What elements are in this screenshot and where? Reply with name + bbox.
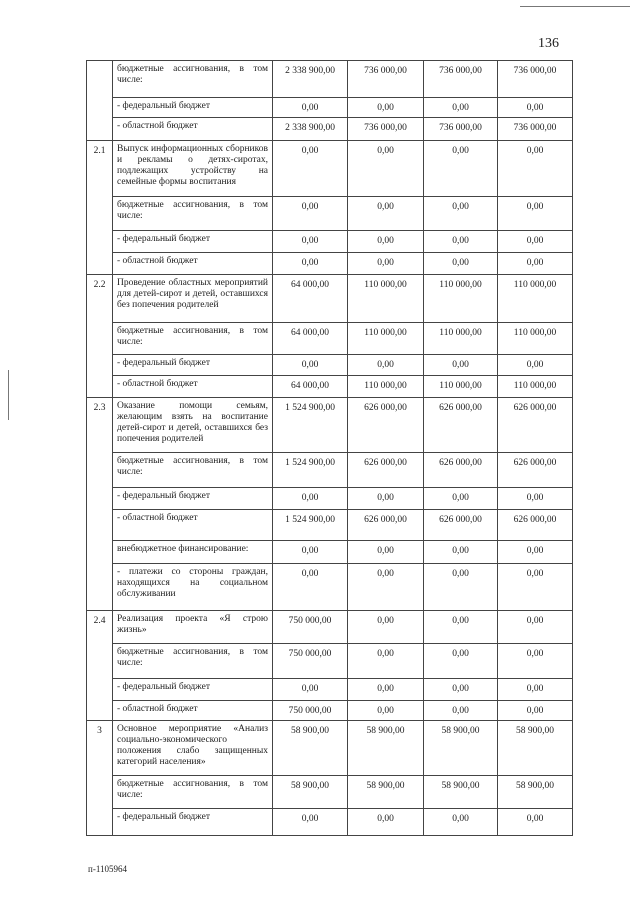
amount-cell: 736 000,00 <box>424 118 498 141</box>
amount-cell: 0,00 <box>498 253 573 275</box>
amount-cell: 2 338 900,00 <box>273 118 348 141</box>
amount-cell: 0,00 <box>273 679 348 701</box>
amount-cell: 0,00 <box>348 679 424 701</box>
amount-cell: 736 000,00 <box>348 61 424 98</box>
amount-cell: 0,00 <box>498 611 573 644</box>
item-description: бюджетные ассигнования, в том числе: <box>113 776 273 809</box>
item-description: - областной бюджет <box>113 253 273 275</box>
amount-cell: 750 000,00 <box>273 701 348 721</box>
table-row <box>87 510 573 541</box>
item-description: - федеральный бюджет <box>113 231 273 253</box>
amount-cell: 0,00 <box>424 564 498 611</box>
item-number: 2.1 <box>87 141 113 275</box>
amount-cell: 110 000,00 <box>498 376 573 398</box>
item-description: бюджетные ассигнования, в том числе: <box>113 61 273 98</box>
amount-cell: 0,00 <box>273 541 348 564</box>
amount-cell: 0,00 <box>424 488 498 510</box>
amount-cell: 110 000,00 <box>498 323 573 355</box>
amount-cell: 750 000,00 <box>273 611 348 644</box>
item-description: - федеральный бюджет <box>113 679 273 701</box>
item-number: 2.2 <box>87 275 113 398</box>
table-row <box>87 231 573 253</box>
amount-cell: 0,00 <box>498 701 573 721</box>
amount-cell: 1 524 900,00 <box>273 398 348 453</box>
table-row <box>87 275 573 323</box>
amount-cell: 0,00 <box>424 98 498 118</box>
amount-cell: 0,00 <box>424 197 498 231</box>
amount-cell: 626 000,00 <box>424 453 498 488</box>
amount-cell: 0,00 <box>273 355 348 376</box>
table-row <box>87 197 573 231</box>
amount-cell: 64 000,00 <box>273 275 348 323</box>
item-description: бюджетные ассигнования, в том числе: <box>113 197 273 231</box>
amount-cell: 1 524 900,00 <box>273 453 348 488</box>
amount-cell: 0,00 <box>348 253 424 275</box>
amount-cell: 0,00 <box>273 141 348 197</box>
amount-cell: 110 000,00 <box>348 275 424 323</box>
amount-cell: 64 000,00 <box>273 323 348 355</box>
amount-cell: 0,00 <box>424 809 498 836</box>
item-description: Реализация проекта «Я строю жизнь» <box>113 611 273 644</box>
amount-cell: 58 900,00 <box>498 776 573 809</box>
amount-cell: 58 900,00 <box>424 776 498 809</box>
item-description: Оказание помощи семьям, желающим взять на воспитание детей-сирот и детей, оставшихся без попечения родителей <box>113 398 273 453</box>
amount-cell: 0,00 <box>273 98 348 118</box>
table-row <box>87 701 573 721</box>
amount-cell: 0,00 <box>273 197 348 231</box>
amount-cell: 0,00 <box>424 355 498 376</box>
amount-cell: 1 524 900,00 <box>273 510 348 541</box>
amount-cell: 110 000,00 <box>348 323 424 355</box>
amount-cell: 0,00 <box>348 197 424 231</box>
amount-cell: 0,00 <box>348 809 424 836</box>
amount-cell: 626 000,00 <box>498 398 573 453</box>
amount-cell: 0,00 <box>273 253 348 275</box>
amount-cell: 0,00 <box>498 141 573 197</box>
amount-cell: 0,00 <box>273 809 348 836</box>
amount-cell: 0,00 <box>498 488 573 510</box>
amount-cell: 0,00 <box>424 541 498 564</box>
amount-cell: 0,00 <box>348 488 424 510</box>
amount-cell: 58 900,00 <box>273 776 348 809</box>
amount-cell: 0,00 <box>424 141 498 197</box>
amount-cell: 626 000,00 <box>498 453 573 488</box>
table-row <box>87 564 573 611</box>
amount-cell: 0,00 <box>348 141 424 197</box>
item-description: - федеральный бюджет <box>113 98 273 118</box>
amount-cell: 736 000,00 <box>348 118 424 141</box>
table-row <box>87 376 573 398</box>
amount-cell: 0,00 <box>424 231 498 253</box>
amount-cell: 58 900,00 <box>348 721 424 776</box>
amount-cell: 0,00 <box>498 197 573 231</box>
item-description: внебюджетное финансирование: <box>113 541 273 564</box>
table-row <box>87 809 573 836</box>
amount-cell: 110 000,00 <box>498 275 573 323</box>
amount-cell: 0,00 <box>273 564 348 611</box>
table-row <box>87 721 573 776</box>
table-row <box>87 141 573 197</box>
amount-cell: 0,00 <box>498 98 573 118</box>
amount-cell: 0,00 <box>348 611 424 644</box>
item-number: 2.4 <box>87 611 113 721</box>
page-number: 136 <box>538 36 559 51</box>
table-row <box>87 453 573 488</box>
amount-cell: 110 000,00 <box>424 376 498 398</box>
item-description: бюджетные ассигнования, в том числе: <box>113 644 273 679</box>
item-description: бюджетные ассигнования, в том числе: <box>113 453 273 488</box>
table-row <box>87 398 573 453</box>
amount-cell: 0,00 <box>498 644 573 679</box>
amount-cell: 0,00 <box>273 488 348 510</box>
amount-cell: 58 900,00 <box>273 721 348 776</box>
amount-cell: 750 000,00 <box>273 644 348 679</box>
amount-cell: 0,00 <box>498 679 573 701</box>
item-description: - платежи со стороны граждан, находящихся на социальном обслуживании <box>113 564 273 611</box>
amount-cell: 0,00 <box>424 611 498 644</box>
scan-artifact <box>520 6 630 7</box>
item-description: бюджетные ассигнования, в том числе: <box>113 323 273 355</box>
amount-cell: 626 000,00 <box>498 510 573 541</box>
table-row <box>87 776 573 809</box>
item-description: - областной бюджет <box>113 701 273 721</box>
scan-artifact <box>8 370 9 420</box>
item-description: - областной бюджет <box>113 376 273 398</box>
item-number <box>87 61 113 141</box>
amount-cell: 0,00 <box>348 355 424 376</box>
table-row <box>87 679 573 701</box>
item-description: - областной бюджет <box>113 510 273 541</box>
budget-table <box>86 60 573 836</box>
amount-cell: 626 000,00 <box>348 510 424 541</box>
amount-cell: 626 000,00 <box>424 510 498 541</box>
amount-cell: 0,00 <box>348 541 424 564</box>
amount-cell: 0,00 <box>498 541 573 564</box>
amount-cell: 0,00 <box>348 644 424 679</box>
amount-cell: 0,00 <box>424 644 498 679</box>
amount-cell: 110 000,00 <box>348 376 424 398</box>
item-description: Основное мероприятие «Анализ социально-экономического положения слабо защищенных категорий населения» <box>113 721 273 776</box>
amount-cell: 0,00 <box>424 679 498 701</box>
item-description: - областной бюджет <box>113 118 273 141</box>
amount-cell: 0,00 <box>498 231 573 253</box>
table-row <box>87 644 573 679</box>
amount-cell: 736 000,00 <box>424 61 498 98</box>
amount-cell: 736 000,00 <box>498 118 573 141</box>
table-row <box>87 98 573 118</box>
table-row <box>87 541 573 564</box>
amount-cell: 0,00 <box>348 231 424 253</box>
amount-cell: 110 000,00 <box>424 275 498 323</box>
item-description: - федеральный бюджет <box>113 355 273 376</box>
amount-cell: 0,00 <box>348 98 424 118</box>
amount-cell: 0,00 <box>273 231 348 253</box>
amount-cell: 626 000,00 <box>348 453 424 488</box>
table-row <box>87 118 573 141</box>
amount-cell: 58 900,00 <box>498 721 573 776</box>
item-description: Выпуск информационных сборников и рекламы о детях-сиротах, подлежащих устройству на семейные формы воспитания <box>113 141 273 197</box>
amount-cell: 626 000,00 <box>348 398 424 453</box>
table-row <box>87 488 573 510</box>
table-row <box>87 323 573 355</box>
table-row <box>87 355 573 376</box>
amount-cell: 0,00 <box>348 564 424 611</box>
document-code: п-1105964 <box>88 864 127 874</box>
amount-cell: 0,00 <box>498 355 573 376</box>
item-description: - федеральный бюджет <box>113 488 273 510</box>
item-description: - федеральный бюджет <box>113 809 273 836</box>
amount-cell: 64 000,00 <box>273 376 348 398</box>
table-row <box>87 61 573 98</box>
amount-cell: 58 900,00 <box>424 721 498 776</box>
table-row <box>87 611 573 644</box>
amount-cell: 2 338 900,00 <box>273 61 348 98</box>
amount-cell: 0,00 <box>424 253 498 275</box>
amount-cell: 58 900,00 <box>348 776 424 809</box>
table-row <box>87 253 573 275</box>
amount-cell: 0,00 <box>348 701 424 721</box>
amount-cell: 0,00 <box>498 564 573 611</box>
amount-cell: 0,00 <box>424 701 498 721</box>
item-description: Проведение областных мероприятий для детей-сирот и детей, оставшихся без попечения родителей <box>113 275 273 323</box>
amount-cell: 626 000,00 <box>424 398 498 453</box>
amount-cell: 736 000,00 <box>498 61 573 98</box>
amount-cell: 110 000,00 <box>424 323 498 355</box>
item-number: 2.3 <box>87 398 113 611</box>
amount-cell: 0,00 <box>498 809 573 836</box>
item-number: 3 <box>87 721 113 836</box>
